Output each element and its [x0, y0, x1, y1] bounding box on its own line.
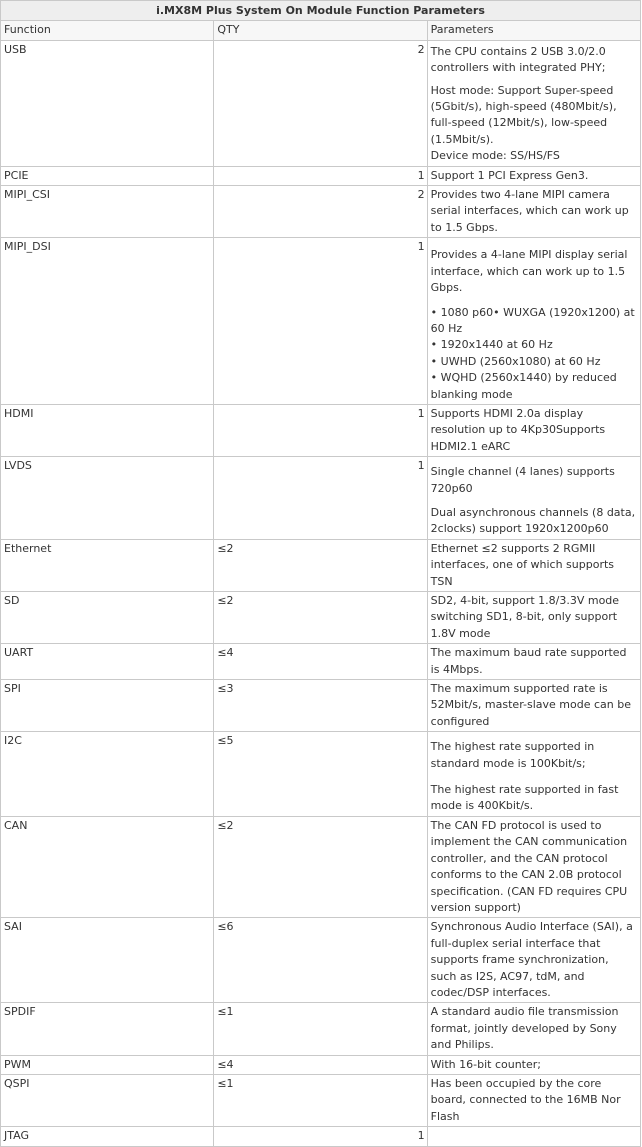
params-cell — [427, 1127, 640, 1146]
param-line: With 16-bit counter; — [430, 1057, 541, 1071]
params-cell — [427, 732, 640, 817]
function-cell: QSPI — [1, 1074, 214, 1126]
header-parameters: Parameters — [427, 21, 640, 40]
function-cell: USB — [1, 40, 214, 166]
param-line: • 1920x1440 at 60 Hz — [430, 338, 553, 352]
param-line: Device mode: SS/HS/FS — [430, 149, 560, 163]
qty-cell: ≤5 — [214, 732, 427, 817]
param-line: Host mode: Support Super-speed (5Gbit/s), high-speed (480Mbit/s), full-speed (12Mbit/s), low-speed (1.5Mbit/s). — [430, 83, 617, 146]
function-cell: HDMI — [1, 404, 214, 456]
table-row — [1, 732, 641, 817]
qty-cell: ≤4 — [214, 644, 427, 680]
qty-cell: ≤2 — [214, 539, 427, 591]
param-line: A standard audio file transmission format, jointly developed by Sony and Philips. — [430, 1005, 619, 1052]
param-line: Support 1 PCI Express Gen3. — [430, 168, 589, 182]
table-row — [1, 680, 641, 732]
params-cell — [427, 457, 640, 540]
params-cell — [427, 1074, 640, 1126]
param-line: The highest rate supported in standard mode is 100Kbit/s; — [430, 740, 595, 770]
qty-cell: 2 — [214, 40, 427, 166]
table-row — [1, 539, 641, 591]
qty-cell: ≤6 — [214, 918, 427, 1003]
function-cell: CAN — [1, 816, 214, 917]
function-cell: I2C — [1, 732, 214, 817]
param-line: Provides two 4-lane MIPI camera serial interfaces, which can work up to 1.5 Gbps. — [430, 188, 629, 234]
params-cell — [427, 404, 640, 456]
table-row — [1, 404, 641, 456]
params-cell — [427, 680, 640, 732]
params-cell — [427, 1055, 640, 1074]
param-line: • WQHD (2560x1440) by reduced blanking mode — [430, 371, 617, 401]
param-line: The highest rate supported in fast mode is 400Kbit/s. — [430, 783, 619, 813]
params-cell — [427, 166, 640, 185]
header-row — [1, 21, 641, 40]
qty-cell: 1 — [214, 166, 427, 185]
params-cell — [427, 644, 640, 680]
qty-cell: ≤3 — [214, 680, 427, 732]
param-line: Single channel (4 lanes) supports 720p60 — [430, 465, 615, 495]
params-cell — [427, 186, 640, 238]
qty-cell: ≤1 — [214, 1074, 427, 1126]
table-title: i.MX8M Plus System On Module Function Parameters — [1, 1, 641, 21]
function-cell: SD — [1, 592, 214, 644]
function-cell: SPI — [1, 680, 214, 732]
qty-cell: 1 — [214, 457, 427, 540]
qty-cell: ≤2 — [214, 592, 427, 644]
qty-cell: ≤1 — [214, 1003, 427, 1055]
function-cell: LVDS — [1, 457, 214, 540]
function-cell: PWM — [1, 1055, 214, 1074]
param-line: Dual asynchronous channels (8 data, 2clocks) support 1920x1200p60 — [430, 505, 636, 536]
table-row — [1, 457, 641, 540]
params-cell — [427, 816, 640, 917]
table-row — [1, 186, 641, 238]
params-cell — [427, 238, 640, 405]
param-line: Synchronous Audio Interface (SAI), a full-duplex serial interface that supports frame synchronization, such as I2S, AC97, tdM, and codec/DSP interfaces. — [430, 920, 633, 999]
function-cell: SAI — [1, 918, 214, 1003]
table-row — [1, 166, 641, 185]
param-line: Provides a 4-lane MIPI display serial interface, which can work up to 1.5 Gbps. — [430, 248, 628, 295]
params-cell — [427, 592, 640, 644]
params-cell — [427, 918, 640, 1003]
param-line: Ethernet ≤2 supports 2 RGMII interfaces, one of which supports TSN — [430, 541, 615, 588]
table-row — [1, 592, 641, 644]
param-line: The maximum baud rate supported is 4Mbps. — [430, 646, 627, 676]
function-cell: PCIE — [1, 166, 214, 185]
param-line: • UWHD (2560x1080) at 60 Hz — [430, 354, 601, 368]
function-cell: Ethernet — [1, 539, 214, 591]
table-row — [1, 918, 641, 1003]
header-function: Function — [1, 21, 214, 40]
function-cell: MIPI_CSI — [1, 186, 214, 238]
header-qty: QTY — [214, 21, 427, 40]
param-line: Has been occupied by the core board, connected to the 16MB Nor Flash — [430, 1076, 621, 1123]
params-cell — [427, 40, 640, 166]
params-cell — [427, 539, 640, 591]
param-line: Supports HDMI 2.0a display resolution up to 4Kp30Supports HDMI2.1 eARC — [430, 406, 606, 453]
function-cell: SPDIF — [1, 1003, 214, 1055]
param-line: The CAN FD protocol is used to implement the CAN communication controller, and the CAN protocol conforms to the CAN 2.0B protocol specification. (CAN FD requires CPU version support) — [430, 818, 628, 914]
qty-cell: 2 — [214, 186, 427, 238]
table-row — [1, 40, 641, 166]
function-cell: UART — [1, 644, 214, 680]
qty-cell: ≤4 — [214, 1055, 427, 1074]
params-cell — [427, 1003, 640, 1055]
param-line: • 1080 p60• WUXGA (1920x1200) at 60 Hz — [430, 305, 635, 335]
table-row — [1, 1003, 641, 1055]
table-row — [1, 238, 641, 405]
param-line: SD2, 4-bit, support 1.8/3.3V mode switching SD1, 8-bit, only support 1.8V mode — [430, 594, 620, 640]
qty-cell: 1 — [214, 1127, 427, 1146]
function-cell: JTAG — [1, 1127, 214, 1146]
param-line: The CPU contains 2 USB 3.0/2.0 controllers with integrated PHY; — [430, 44, 606, 75]
table-row — [1, 644, 641, 680]
table-row — [1, 1055, 641, 1074]
table-row — [1, 1074, 641, 1126]
qty-cell: ≤2 — [214, 816, 427, 917]
table-row — [1, 1127, 641, 1146]
qty-cell: 1 — [214, 238, 427, 405]
param-line: The maximum supported rate is 52Mbit/s, master-slave mode can be configured — [430, 682, 631, 728]
table-row — [1, 816, 641, 917]
qty-cell: 1 — [214, 404, 427, 456]
function-cell: MIPI_DSI — [1, 238, 214, 405]
